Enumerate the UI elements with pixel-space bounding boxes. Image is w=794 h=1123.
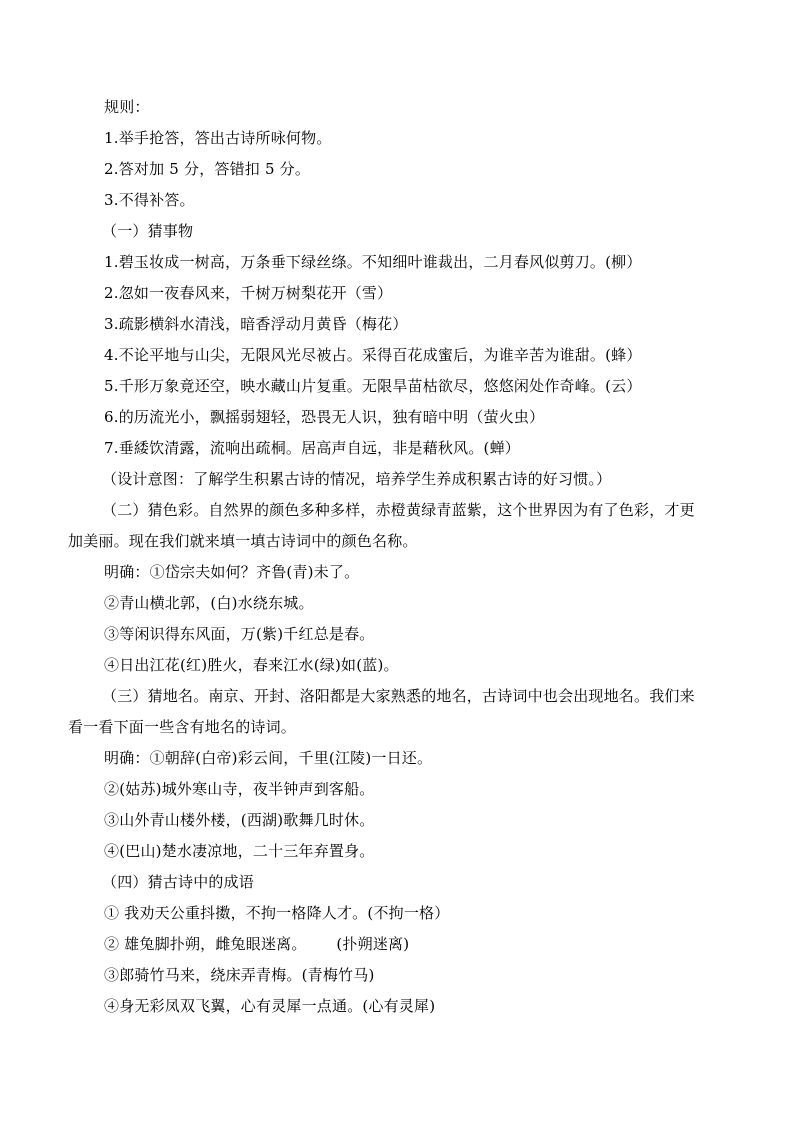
rules-heading: 规则： (104, 98, 150, 116)
riddle-5: 5.千形万象竟还空，映水藏山片复重。无限旱苗枯欲尽，悠悠闲处作奇峰。(云） (104, 377, 642, 395)
riddle-2: 2.忽如一夜春风来，千树万树梨花开（雪） (104, 284, 393, 302)
idiom-answer-3: ③郎骑竹马来，绕床弄青梅。(青梅竹马) (104, 966, 375, 984)
rule-2: 2.答对加 5 分，答错扣 5 分。 (104, 160, 311, 178)
place-answer-1: 明确：①朝辞(白帝)彩云间，千里(江陵)一日还。 (104, 749, 433, 767)
place-answer-4: ④(巴山)楚水凄凉地，二十三年弃置身。 (104, 842, 375, 860)
idiom-answer-1: ① 我劝天公重抖擞，不拘一格降人才。(不拘一格） (104, 904, 450, 922)
section-2-intro: （二）猜色彩。自然界的颜色多种多样，赤橙黄绿青蓝紫，这个世界因为有了色彩，才更 (102, 501, 695, 519)
document-body (68, 92, 728, 1022)
riddle-7: 7.垂緌饮清露，流响出疏桐。居高声自远，非是藉秋风。(蝉） (104, 439, 520, 457)
rule-3: 3.不得补答。 (104, 191, 195, 209)
section-3-intro: （三）猜地名。南京、开封、洛阳都是大家熟悉的地名，古诗词中也会出现地名。我们来 (102, 687, 695, 705)
color-answer-1: 明确：①岱宗夫如何？齐鲁(青)未了。 (104, 563, 360, 581)
section-1-heading: （一）猜事物 (102, 222, 194, 240)
rule-1: 1.举手抢答，答出古诗所咏何物。 (104, 129, 332, 147)
idiom-answer-4: ④身无彩凤双飞翼，心有灵犀一点通。(心有灵犀) (104, 997, 436, 1015)
section-3-intro-cont: 看一看下面一些含有地名的诗词。 (68, 718, 297, 736)
section-4-heading: （四）猜古诗中的成语 (102, 873, 255, 891)
place-answer-3: ③山外青山楼外楼，(西湖)歌舞几时休。 (104, 811, 375, 829)
color-answer-3: ③等闲识得东风面，万(紫)千红总是春。 (104, 625, 375, 643)
idiom-answer-2: ② 雄兔脚扑朔，雌兔眼迷离。 (扑朔迷离) (104, 935, 410, 953)
riddle-6: 6.的历流光小，飘摇弱翅轻，恐畏无人识，独有暗中明（萤火虫） (104, 408, 545, 426)
color-answer-2: ②青山横北郭，(白)水绕东城。 (104, 594, 314, 612)
color-answer-4: ④日出江花(红)胜火，春来江水(绿)如(蓝)。 (104, 656, 399, 674)
riddle-3: 3.疏影横斜水清浅，暗香浮动月黄昏（梅花） (104, 315, 408, 333)
riddle-4: 4.不论平地与山尖，无限风光尽被占。采得百花成蜜后，为谁辛苦为谁甜。(蜂） (104, 346, 642, 364)
design-intent: （设计意图：了解学生积累古诗的情况，培养学生养成积累古诗的好习惯。） (102, 470, 612, 488)
section-2-intro-cont: 加美丽。现在我们就来填一填古诗词中的颜色名称。 (68, 532, 418, 550)
riddle-1: 1.碧玉妆成一树高，万条垂下绿丝绦。不知细叶谁裁出，二月春风似剪刀。(柳） (104, 253, 642, 271)
place-answer-2: ②(姑苏)城外寒山寺，夜半钟声到客船。 (104, 780, 375, 798)
